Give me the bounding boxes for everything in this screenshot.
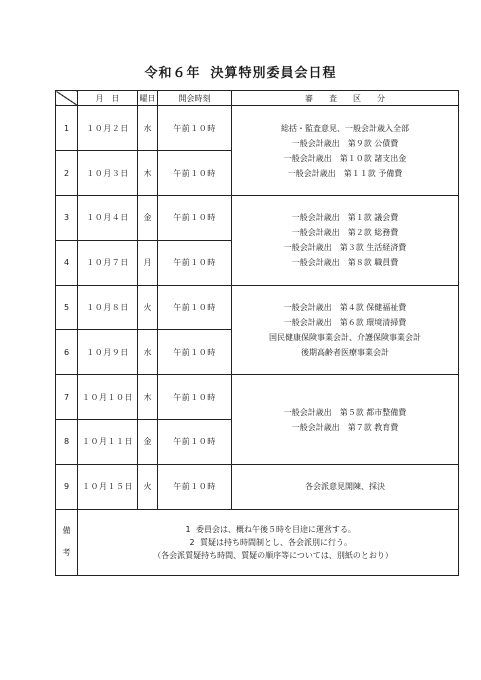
- row-dow: 月: [138, 240, 158, 285]
- scope-line: 国民健康保険事業会計、介護保険事業会計: [269, 332, 421, 342]
- scope-cell-3: [232, 285, 459, 375]
- row-date: １０月１０日: [78, 375, 138, 420]
- header-time: 開会時刻: [158, 91, 232, 106]
- row-number: 4: [56, 240, 78, 285]
- row-time: 午前１０時: [158, 464, 232, 509]
- row-time: 午前１０時: [158, 151, 232, 196]
- scope-line: 一般会計歳出 第１款 議会費: [291, 213, 399, 223]
- row-date: １０月１５日: [78, 464, 138, 509]
- scope-cell-1: [232, 106, 459, 196]
- header-scope: 審 査 区 分: [232, 91, 459, 106]
- header-date: 月 日: [78, 91, 138, 106]
- row-date: １０月７日: [78, 240, 138, 285]
- header-dow: 曜日: [138, 91, 158, 106]
- row-dow: 木: [138, 375, 158, 420]
- scope-line: 一般会計歳出 第３款 生活経済費: [283, 243, 407, 253]
- scope-line: 一般会計歳出 第７款 教育費: [291, 422, 399, 432]
- row-dow: 木: [138, 151, 158, 196]
- row-dow: 水: [138, 330, 158, 375]
- row-number: 8: [56, 420, 78, 465]
- header-row: [56, 91, 459, 106]
- note-item: 2 質疑は持ち時間制とし、各会派別に行う。: [189, 537, 352, 547]
- scope-line: 一般会計歳出 第１１款 予備費: [287, 168, 403, 178]
- note-sub: （各会派質疑持ち時間、質疑の順序等については、別紙のとおり）: [153, 550, 393, 560]
- scope-line: 一般会計歳出 第２款 総務費: [291, 228, 399, 238]
- row-time: 午前１０時: [158, 375, 232, 420]
- row-date: １０月２日: [78, 106, 138, 151]
- table-row: [56, 285, 459, 330]
- row-number: 6: [56, 330, 78, 375]
- notes-heading: 備 考: [56, 509, 78, 575]
- page-title: 令和６年 決算特別委員会日程: [144, 66, 337, 81]
- row-number: 2: [56, 151, 78, 196]
- row-time: 午前１０時: [158, 240, 232, 285]
- scope-line: 各会派意見開陳、採決: [305, 482, 385, 492]
- table-row: [56, 375, 459, 420]
- note-item: 1 委員会は、概ね午後５時を目途に運営する。: [185, 524, 356, 534]
- table-row: [56, 464, 459, 509]
- scope-line: 後期高齢者医療事業会計: [301, 347, 389, 357]
- row-dow: 火: [138, 464, 158, 509]
- row-number: 3: [56, 195, 78, 240]
- scope-line: 一般会計歳出 第６款 環境清掃費: [283, 317, 407, 327]
- table-row: [56, 195, 459, 240]
- row-number: 5: [56, 285, 78, 330]
- row-date: １０月３日: [78, 151, 138, 196]
- row-number: 9: [56, 464, 78, 509]
- row-number: 1: [56, 106, 78, 151]
- scope-cell-2: [232, 195, 459, 285]
- row-date: １０月１１日: [78, 420, 138, 465]
- row-dow: 金: [138, 420, 158, 465]
- scope-line: 一般会計歳出 第１０款 諸支出金: [283, 153, 407, 163]
- row-date: １０月９日: [78, 330, 138, 375]
- scope-line: 総括・監査意見、一般会計歳入全部: [281, 123, 409, 133]
- scope-line: 一般会計歳出 第８款 職員費: [291, 258, 399, 268]
- scope-line: 一般会計歳出 第５款 都市整備費: [283, 407, 407, 417]
- notes-row: [56, 509, 459, 575]
- row-time: 午前１０時: [158, 330, 232, 375]
- row-time: 午前１０時: [158, 420, 232, 465]
- row-number: 7: [56, 375, 78, 420]
- row-date: １０月８日: [78, 285, 138, 330]
- row-time: 午前１０時: [158, 195, 232, 240]
- row-dow: 水: [138, 106, 158, 151]
- scope-line: 一般会計歳出 第４款 保健福祉費: [283, 302, 407, 312]
- corner-cell: [56, 91, 78, 106]
- notes-body: [78, 509, 459, 575]
- row-dow: 金: [138, 195, 158, 240]
- row-time: 午前１０時: [158, 285, 232, 330]
- table-row: [56, 106, 459, 151]
- row-dow: 火: [138, 285, 158, 330]
- scope-cell-5: [232, 464, 459, 509]
- scope-cell-4: [232, 375, 459, 465]
- scope-line: 一般会計歳出 第９款 公債費: [291, 138, 399, 148]
- row-time: 午前１０時: [158, 106, 232, 151]
- row-date: １０月４日: [78, 195, 138, 240]
- schedule-table: [55, 90, 459, 576]
